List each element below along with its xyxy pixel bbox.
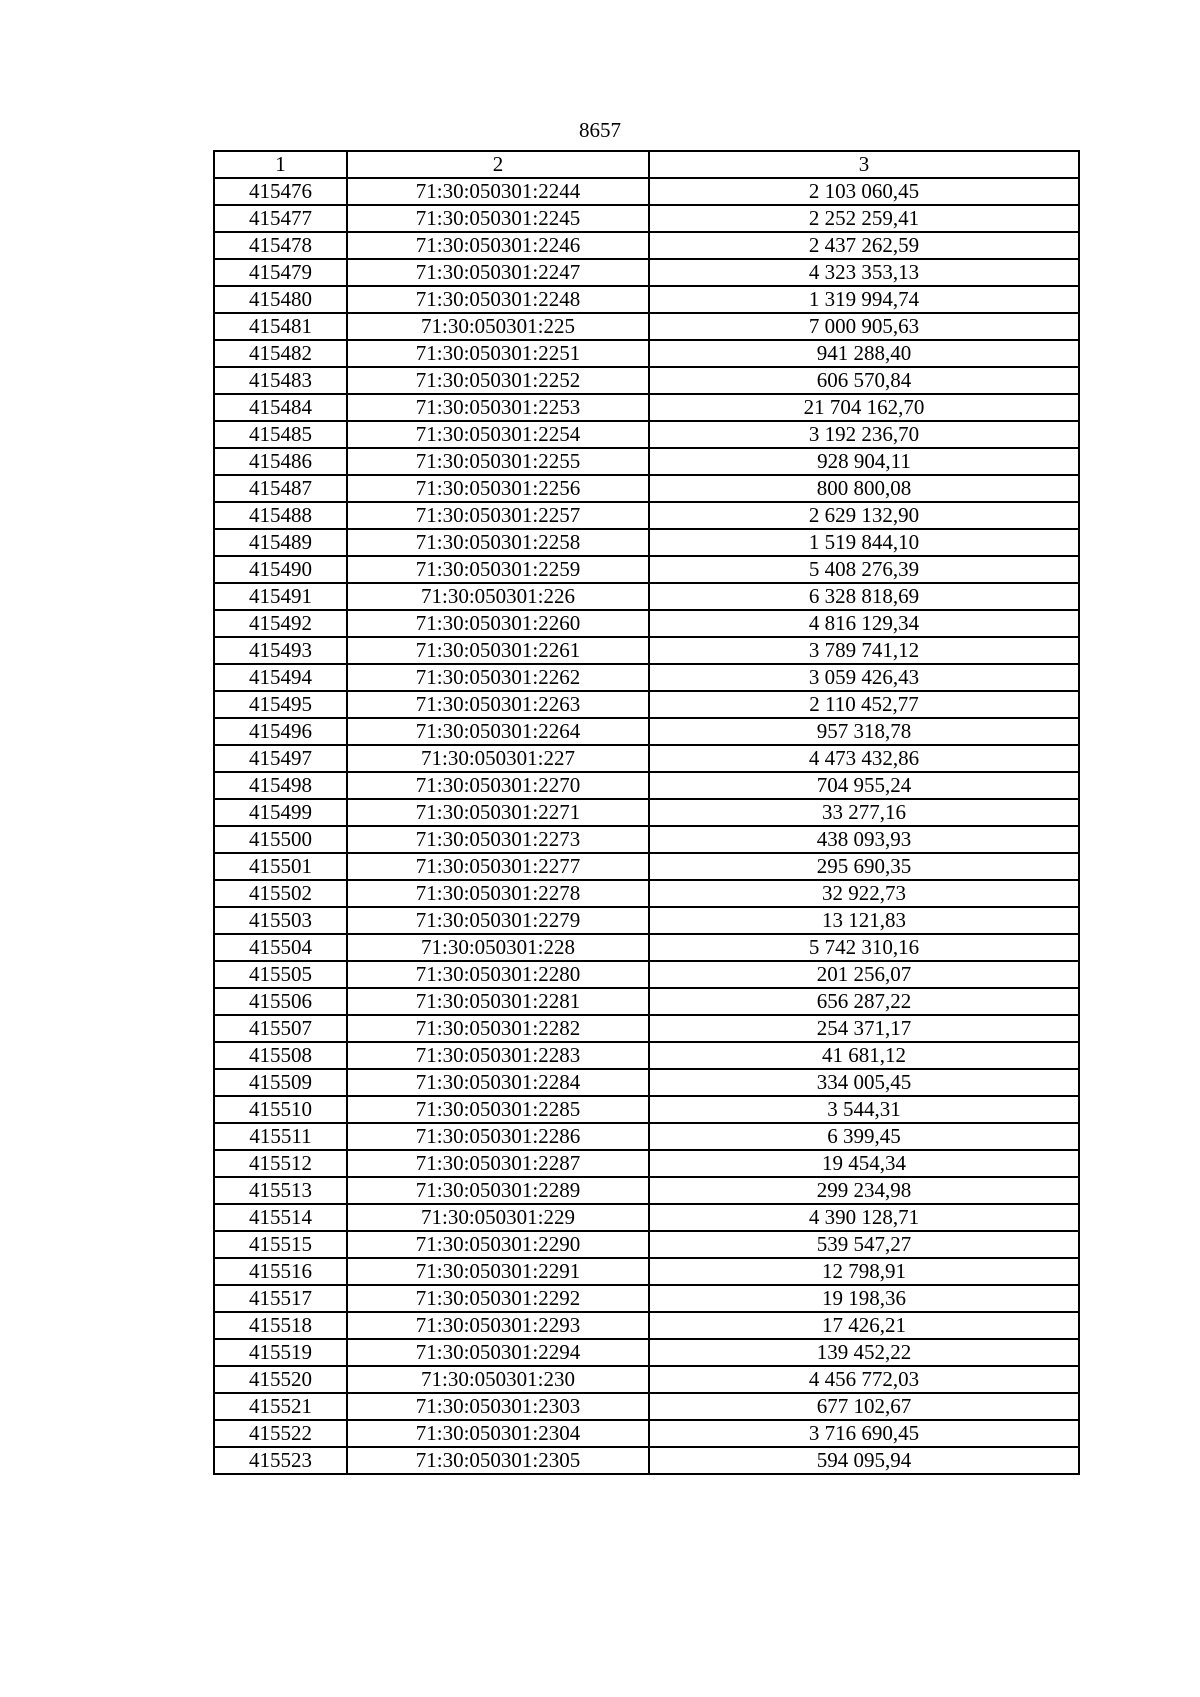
table-row: [214, 799, 1079, 826]
cadastral-value-cell: 5 408 276,39: [649, 556, 1079, 583]
column-header: 2: [347, 151, 649, 178]
cadastral-value-cell: 4 473 432,86: [649, 745, 1079, 772]
cadastral-number-cell: 71:30:050301:2245: [347, 205, 649, 232]
cadastral-number-cell: 71:30:050301:2255: [347, 448, 649, 475]
cadastral-number-cell: 71:30:050301:2290: [347, 1231, 649, 1258]
row-number-cell: 415490: [214, 556, 347, 583]
cadastral-number-cell: 71:30:050301:2258: [347, 529, 649, 556]
cadastral-number-cell: 71:30:050301:2273: [347, 826, 649, 853]
row-number-cell: 415478: [214, 232, 347, 259]
row-number-cell: 415479: [214, 259, 347, 286]
row-number-cell: 415520: [214, 1366, 347, 1393]
row-number-cell: 415483: [214, 367, 347, 394]
table-row: [214, 529, 1079, 556]
table-row: [214, 394, 1079, 421]
cadastral-number-cell: 71:30:050301:2256: [347, 475, 649, 502]
cadastral-number-cell: 71:30:050301:2279: [347, 907, 649, 934]
table-row: [214, 1366, 1079, 1393]
table-row: [214, 988, 1079, 1015]
table-row: [214, 1339, 1079, 1366]
cadastral-number-cell: 71:30:050301:226: [347, 583, 649, 610]
table-row: [214, 718, 1079, 745]
cadastral-value-cell: 438 093,93: [649, 826, 1079, 853]
table-row: [214, 1285, 1079, 1312]
table-row: [214, 583, 1079, 610]
cadastral-number-cell: 71:30:050301:2293: [347, 1312, 649, 1339]
cadastral-number-cell: 71:30:050301:2294: [347, 1339, 649, 1366]
cadastral-value-cell: 1 519 844,10: [649, 529, 1079, 556]
table-row: [214, 367, 1079, 394]
row-number-cell: 415494: [214, 664, 347, 691]
cadastral-value-cell: 4 323 353,13: [649, 259, 1079, 286]
cadastral-value-cell: 928 904,11: [649, 448, 1079, 475]
row-number-cell: 415488: [214, 502, 347, 529]
table-row: [214, 1420, 1079, 1447]
cadastral-number-cell: 71:30:050301:2248: [347, 286, 649, 313]
cadastral-number-cell: 71:30:050301:2303: [347, 1393, 649, 1420]
row-number-cell: 415516: [214, 1258, 347, 1285]
cadastral-value-cell: 3 789 741,12: [649, 637, 1079, 664]
cadastral-value-cell: 201 256,07: [649, 961, 1079, 988]
cadastral-value-cell: 656 287,22: [649, 988, 1079, 1015]
table-row: [214, 421, 1079, 448]
table-row: [214, 637, 1079, 664]
cadastral-value-cell: 17 426,21: [649, 1312, 1079, 1339]
row-number-cell: 415484: [214, 394, 347, 421]
table-row: [214, 286, 1079, 313]
cadastral-number-cell: 71:30:050301:2247: [347, 259, 649, 286]
row-number-cell: 415500: [214, 826, 347, 853]
cadastral-number-cell: 71:30:050301:2246: [347, 232, 649, 259]
row-number-cell: 415510: [214, 1096, 347, 1123]
row-number-cell: 415508: [214, 1042, 347, 1069]
cadastral-number-cell: 71:30:050301:225: [347, 313, 649, 340]
cadastral-value-cell: 3 544,31: [649, 1096, 1079, 1123]
table-row: [214, 691, 1079, 718]
cadastral-number-cell: 71:30:050301:2292: [347, 1285, 649, 1312]
row-number-cell: 415502: [214, 880, 347, 907]
row-number-cell: 415501: [214, 853, 347, 880]
table-row: [214, 232, 1079, 259]
table-row: [214, 853, 1079, 880]
cadastral-number-cell: 71:30:050301:2259: [347, 556, 649, 583]
page-number: 8657: [579, 118, 621, 142]
row-number-cell: 415521: [214, 1393, 347, 1420]
row-number-cell: 415489: [214, 529, 347, 556]
cadastral-number-cell: 71:30:050301:2289: [347, 1177, 649, 1204]
table-row: [214, 1177, 1079, 1204]
cadastral-value-cell: 254 371,17: [649, 1015, 1079, 1042]
row-number-cell: 415498: [214, 772, 347, 799]
table-row: [214, 1231, 1079, 1258]
row-number-cell: 415511: [214, 1123, 347, 1150]
row-number-cell: 415518: [214, 1312, 347, 1339]
column-header: 3: [649, 151, 1079, 178]
row-number-cell: 415507: [214, 1015, 347, 1042]
cadastral-value-cell: 941 288,40: [649, 340, 1079, 367]
cadastral-value-cell: 19 454,34: [649, 1150, 1079, 1177]
cadastral-value-table: [213, 150, 1080, 1475]
cadastral-number-cell: 71:30:050301:227: [347, 745, 649, 772]
cadastral-number-cell: 71:30:050301:2253: [347, 394, 649, 421]
row-number-cell: 415495: [214, 691, 347, 718]
row-number-cell: 415514: [214, 1204, 347, 1231]
table-header-row: [214, 151, 1079, 178]
table-row: [214, 205, 1079, 232]
row-number-cell: 415497: [214, 745, 347, 772]
cadastral-number-cell: 71:30:050301:229: [347, 1204, 649, 1231]
table-row: [214, 259, 1079, 286]
table-row: [214, 934, 1079, 961]
cadastral-value-cell: 7 000 905,63: [649, 313, 1079, 340]
cadastral-number-cell: 71:30:050301:2244: [347, 178, 649, 205]
row-number-cell: 415486: [214, 448, 347, 475]
table-row: [214, 880, 1079, 907]
cadastral-value-cell: 2 629 132,90: [649, 502, 1079, 529]
cadastral-number-cell: 71:30:050301:2280: [347, 961, 649, 988]
cadastral-number-cell: 71:30:050301:2287: [347, 1150, 649, 1177]
cadastral-value-cell: 6 399,45: [649, 1123, 1079, 1150]
cadastral-value-cell: 139 452,22: [649, 1339, 1079, 1366]
column-header: 1: [214, 151, 347, 178]
cadastral-value-cell: 4 816 129,34: [649, 610, 1079, 637]
cadastral-value-cell: 539 547,27: [649, 1231, 1079, 1258]
table-row: [214, 1312, 1079, 1339]
table-row: [214, 1015, 1079, 1042]
cadastral-value-cell: 32 922,73: [649, 880, 1079, 907]
table-row: [214, 1069, 1079, 1096]
cadastral-number-cell: 71:30:050301:2262: [347, 664, 649, 691]
table-row: [214, 340, 1079, 367]
cadastral-value-cell: 677 102,67: [649, 1393, 1079, 1420]
cadastral-number-cell: 71:30:050301:2286: [347, 1123, 649, 1150]
cadastral-value-cell: 3 059 426,43: [649, 664, 1079, 691]
cadastral-number-cell: 71:30:050301:2254: [347, 421, 649, 448]
table-row: [214, 745, 1079, 772]
row-number-cell: 415485: [214, 421, 347, 448]
cadastral-value-cell: 4 390 128,71: [649, 1204, 1079, 1231]
cadastral-value-cell: 2 103 060,45: [649, 178, 1079, 205]
cadastral-value-cell: 4 456 772,03: [649, 1366, 1079, 1393]
row-number-cell: 415522: [214, 1420, 347, 1447]
cadastral-number-cell: 71:30:050301:2270: [347, 772, 649, 799]
cadastral-number-cell: 71:30:050301:2282: [347, 1015, 649, 1042]
cadastral-number-cell: 71:30:050301:2263: [347, 691, 649, 718]
cadastral-number-cell: 71:30:050301:228: [347, 934, 649, 961]
table-row: [214, 1393, 1079, 1420]
row-number-cell: 415513: [214, 1177, 347, 1204]
row-number-cell: 415505: [214, 961, 347, 988]
table-row: [214, 556, 1079, 583]
cadastral-number-cell: 71:30:050301:2281: [347, 988, 649, 1015]
cadastral-value-cell: 1 319 994,74: [649, 286, 1079, 313]
row-number-cell: 415493: [214, 637, 347, 664]
cadastral-value-cell: 41 681,12: [649, 1042, 1079, 1069]
table-row: [214, 664, 1079, 691]
cadastral-value-cell: 2 252 259,41: [649, 205, 1079, 232]
table-row: [214, 313, 1079, 340]
row-number-cell: 415506: [214, 988, 347, 1015]
row-number-cell: 415509: [214, 1069, 347, 1096]
cadastral-value-cell: 3 716 690,45: [649, 1420, 1079, 1447]
cadastral-number-cell: 71:30:050301:2283: [347, 1042, 649, 1069]
table-row: [214, 826, 1079, 853]
row-number-cell: 415504: [214, 934, 347, 961]
cadastral-number-cell: 71:30:050301:2252: [347, 367, 649, 394]
cadastral-value-cell: 33 277,16: [649, 799, 1079, 826]
cadastral-value-cell: 704 955,24: [649, 772, 1079, 799]
cadastral-value-cell: 2 437 262,59: [649, 232, 1079, 259]
row-number-cell: 415492: [214, 610, 347, 637]
table-row: [214, 448, 1079, 475]
cadastral-number-cell: 71:30:050301:2277: [347, 853, 649, 880]
row-number-cell: 415503: [214, 907, 347, 934]
cadastral-number-cell: 71:30:050301:2264: [347, 718, 649, 745]
cadastral-value-cell: 19 198,36: [649, 1285, 1079, 1312]
cadastral-value-cell: 21 704 162,70: [649, 394, 1079, 421]
table-row: [214, 475, 1079, 502]
table-body: [214, 178, 1079, 1474]
cadastral-number-cell: 71:30:050301:2285: [347, 1096, 649, 1123]
table-row: [214, 1150, 1079, 1177]
row-number-cell: 415477: [214, 205, 347, 232]
row-number-cell: 415517: [214, 1285, 347, 1312]
cadastral-number-cell: 71:30:050301:2291: [347, 1258, 649, 1285]
table-row: [214, 961, 1079, 988]
table-row: [214, 502, 1079, 529]
row-number-cell: 415499: [214, 799, 347, 826]
cadastral-value-cell: 299 234,98: [649, 1177, 1079, 1204]
cadastral-value-cell: 2 110 452,77: [649, 691, 1079, 718]
cadastral-number-cell: 71:30:050301:2278: [347, 880, 649, 907]
cadastral-value-cell: 606 570,84: [649, 367, 1079, 394]
cadastral-value-cell: 334 005,45: [649, 1069, 1079, 1096]
row-number-cell: 415476: [214, 178, 347, 205]
row-number-cell: 415480: [214, 286, 347, 313]
cadastral-value-cell: 3 192 236,70: [649, 421, 1079, 448]
cadastral-value-cell: 957 318,78: [649, 718, 1079, 745]
cadastral-number-cell: 71:30:050301:2251: [347, 340, 649, 367]
cadastral-value-cell: 295 690,35: [649, 853, 1079, 880]
table-row: [214, 1204, 1079, 1231]
row-number-cell: 415523: [214, 1447, 347, 1474]
table-row: [214, 772, 1079, 799]
cadastral-value-cell: 594 095,94: [649, 1447, 1079, 1474]
cadastral-number-cell: 71:30:050301:2271: [347, 799, 649, 826]
cadastral-number-cell: 71:30:050301:2260: [347, 610, 649, 637]
cadastral-value-cell: 800 800,08: [649, 475, 1079, 502]
row-number-cell: 415512: [214, 1150, 347, 1177]
cadastral-number-cell: 71:30:050301:2261: [347, 637, 649, 664]
row-number-cell: 415481: [214, 313, 347, 340]
cadastral-number-cell: 71:30:050301:2305: [347, 1447, 649, 1474]
table-row: [214, 907, 1079, 934]
table-row: [214, 1123, 1079, 1150]
cadastral-value-cell: 5 742 310,16: [649, 934, 1079, 961]
table-row: [214, 1447, 1079, 1474]
table-row: [214, 610, 1079, 637]
cadastral-number-cell: 71:30:050301:230: [347, 1366, 649, 1393]
table-row: [214, 1096, 1079, 1123]
row-number-cell: 415515: [214, 1231, 347, 1258]
row-number-cell: 415482: [214, 340, 347, 367]
cadastral-value-cell: 13 121,83: [649, 907, 1079, 934]
cadastral-value-cell: 6 328 818,69: [649, 583, 1079, 610]
cadastral-number-cell: 71:30:050301:2284: [347, 1069, 649, 1096]
table-row: [214, 1042, 1079, 1069]
cadastral-value-cell: 12 798,91: [649, 1258, 1079, 1285]
cadastral-number-cell: 71:30:050301:2257: [347, 502, 649, 529]
cadastral-number-cell: 71:30:050301:2304: [347, 1420, 649, 1447]
row-number-cell: 415519: [214, 1339, 347, 1366]
row-number-cell: 415491: [214, 583, 347, 610]
row-number-cell: 415487: [214, 475, 347, 502]
row-number-cell: 415496: [214, 718, 347, 745]
table-row: [214, 178, 1079, 205]
table-row: [214, 1258, 1079, 1285]
